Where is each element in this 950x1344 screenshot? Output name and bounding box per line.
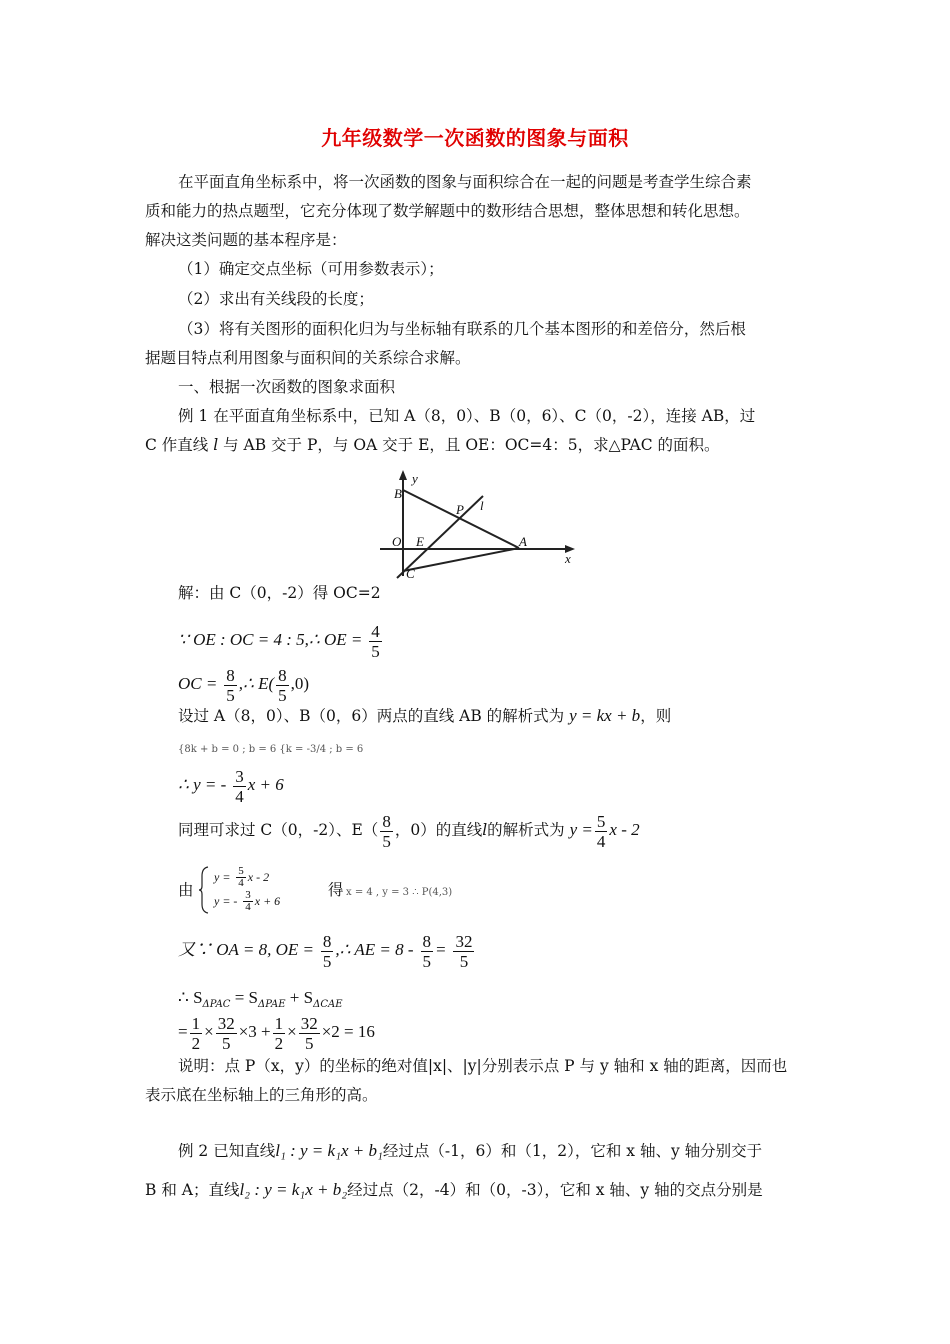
note-line-1: 说明：点 P（x，y）的坐标的绝对值|x|、|y|分别表示点 P 与 y 轴和 x 轴的距离，因而也	[178, 1057, 788, 1075]
fraction-32-5: $\frac{32}{5}$	[300, 1013, 318, 1053]
x-axis-label: x	[565, 551, 571, 566]
y-axis-label: y	[412, 471, 418, 486]
step-2: （2）求出有关线段的长度；	[178, 290, 374, 308]
fraction-8-5: $\frac{8}{5}$	[382, 811, 391, 851]
fraction-1-2: $\frac{1}{2}$	[274, 1013, 284, 1053]
example-1-line-1: 例 1 在平面直角坐标系中，已知 A（8，0）、B（0，6）、C（0，-2），连接 AB，过	[178, 407, 756, 425]
system-row-2: y = - $\frac{3}{4}$ x + 6	[214, 889, 281, 913]
section-heading-1: 一、根据一次函数的图象求面积	[178, 378, 396, 396]
fraction-5-4: $\frac{5}{4}$	[596, 811, 606, 851]
point-e-label: E	[416, 534, 424, 549]
page-title: 九年级数学一次函数的图象与面积	[321, 126, 629, 150]
fraction-3-4: $\frac{3}{4}$	[235, 766, 244, 806]
coordinate-figure	[375, 468, 580, 583]
solution-line-1: 解：由 C（0，-2）得 OC=2	[178, 584, 381, 602]
intro-line-3: 解决这类问题的基本程序是：	[145, 231, 347, 249]
line-l-label: l	[480, 498, 484, 513]
solution-line-10: = $\frac{1}{2}$ × $\frac{32}{5}$ ×3 + $\frac{1}{2}$ × $\frac{32}{5}$ ×2 = 16	[178, 1013, 375, 1053]
intro-line-2: 质和能力的热点题型，它充分体现了数学解题中的数形结合思想，整体思想和转化思想。	[145, 202, 750, 220]
label-you: 由	[178, 881, 194, 899]
solution-line-6: 同理可求过 C（0，-2）、E（ $\frac{8}{5}$ ，0）的直线l的解析式为 y = $\frac{5}{4}$ x - 2	[178, 811, 640, 851]
step-1: （1）确定交点坐标（可用参数表示）；	[178, 260, 444, 278]
fraction-8-5: $\frac{8}{5}$	[322, 931, 332, 971]
solution-line-9: ∴ $S_{\Delta PAC} = S_{\Delta PAE} + S_{\Delta CAE}$	[178, 988, 343, 1011]
fraction-8-5: $\frac{8}{5}$	[278, 665, 287, 705]
example-1-line-2: C 作直线 l 与 AB 交于 P，与 OA 交于 E，且 OE：OC=4：5，求△PAC 的面积。	[145, 436, 720, 454]
solution-p-small: x = 4 , y = 3 ∴ P(4,3)	[346, 887, 453, 898]
point-a-label: A	[519, 534, 527, 549]
step-3-line-1: （3）将有关图形的面积化归为与坐标轴有联系的几个基本图形的和差倍分，然后根	[178, 320, 746, 338]
example-2-line-2: B 和 A；直线l₂ : y = k₁x + b₂经过点（2，-4）和（0，-3），它和 x 轴、y 轴的交点分别是	[145, 1180, 763, 1199]
solution-line-2: ∵ OE : OC = 4 : 5,∴ OE = $\frac{4}{5}$	[178, 621, 380, 661]
fraction-1-2: $\frac{1}{2}$	[191, 1013, 201, 1053]
system-row-1: y = $\frac{5}{4}$ x - 2	[214, 865, 270, 889]
note-line-2: 表示底在坐标轴上的三角形的高。	[145, 1086, 378, 1104]
point-b-label: B	[394, 486, 402, 501]
brace-icon	[198, 866, 210, 914]
label-de: 得	[328, 881, 344, 899]
intro-line-1: 在平面直角坐标系中，将一次函数的图象与面积综合在一起的问题是考查学生综合素	[178, 173, 752, 191]
example-2-line-1: 例 2 已知直线l₁ : y = k₁x + b₁经过点（-1，6）和（1，2），它和 x 轴、y 轴分别交于	[178, 1141, 763, 1160]
step-3-line-2: 据题目特点利用图象与面积间的关系综合求解。	[145, 349, 471, 367]
fraction-32-5: $\frac{32}{5}$	[455, 931, 473, 971]
fraction-32-5: $\frac{32}{5}$	[217, 1013, 235, 1053]
solution-line-5: ∴ y = - $\frac{3}{4}$ x + 6	[178, 766, 284, 806]
fraction-8-5: $\frac{8}{5}$	[422, 931, 432, 971]
fraction-4-5: $\frac{4}{5}$	[371, 621, 380, 661]
point-c-label: C	[406, 566, 415, 581]
point-p-label: P	[456, 502, 464, 517]
system-of-equations-small: {8k + b = 0 ; b = 6 {k = -3/4 ; b = 6	[178, 744, 364, 755]
origin-label: O	[392, 534, 402, 549]
fraction-8-5: $\frac{8}{5}$	[226, 665, 235, 705]
solution-line-4: 设过 A（8，0）、B（0，6）两点的直线 AB 的解析式为 y = kx + b，则	[178, 706, 672, 725]
solution-line-8: 又∵ OA = 8, OE = $\frac{8}{5}$ ,∴ AE = 8 - $\frac{8}{5}$ = $\frac{32}{5}$	[178, 931, 473, 971]
solution-line-3: OC = $\frac{8}{5}$ ,∴ E( $\frac{8}{5}$ ,0)	[178, 665, 310, 705]
